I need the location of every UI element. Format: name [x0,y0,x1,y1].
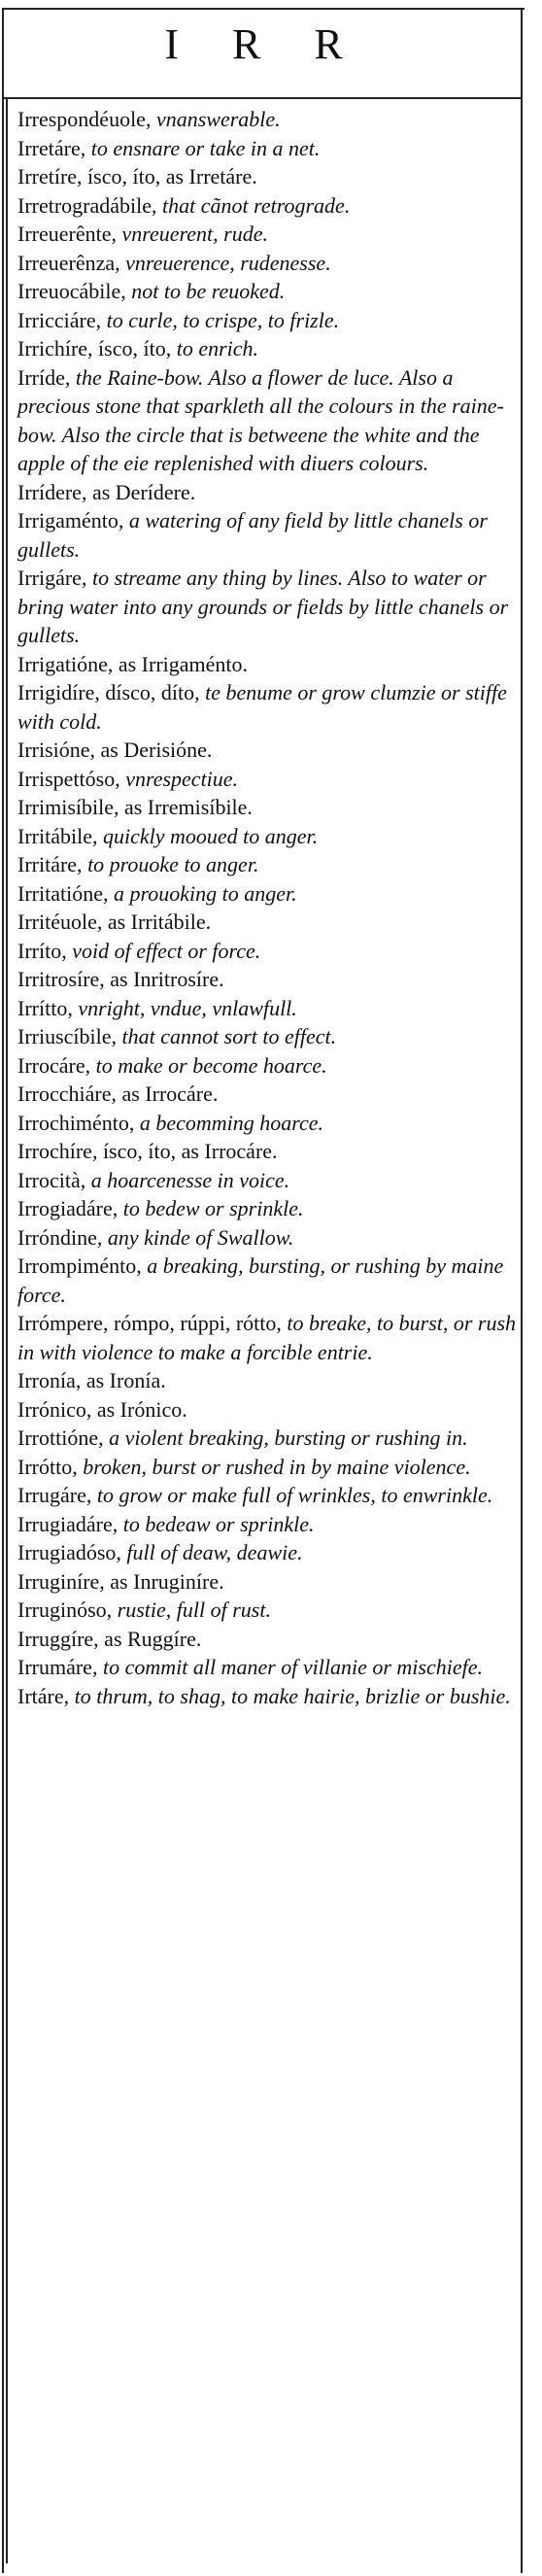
page-header [2,8,525,99]
dictionary-entry [0,249,523,278]
entry-headword: Irricciáre, [17,307,102,332]
dictionary-entry [0,1252,523,1309]
dictionary-entry [0,736,523,765]
entry-headword: Irritábile, [17,823,98,848]
entry-definition: to bedeaw or sprinkle. [118,1511,315,1536]
entry-headword: Irrichíre, ísco, íto, [17,336,172,361]
dictionary-entry [0,678,523,736]
dictionary-entry [0,793,523,822]
dictionary-entry [0,162,523,191]
entry-headword: Irreuocábile, [17,279,126,303]
entry-definition: the Raine-bow. Also a flower de luce. Also a precious stone that sparkleth all the colours in the raine-bow. Also the circle that is betweene the white and the apple of the eie replenished with diuers colours. [17,364,504,475]
entry-definition: vnanswerable. [151,107,281,131]
entry-headword: Irruginíre, as Inruginíre. [17,1568,224,1594]
entry-definition: to prouoke to anger. [82,852,259,876]
entry-headword: Irrocáre, [17,1052,91,1078]
dictionary-entry [0,1395,523,1425]
entry-definition: a hoarcenesse in voice. [85,1167,290,1192]
dictionary-entry [0,1051,523,1081]
entry-headword: Irrigáre, [17,566,87,590]
dictionary-entry [0,277,523,306]
entry-headword: Irrottióne, [17,1425,104,1450]
entry-definition: full of deaw, deawie. [120,1540,303,1564]
entry-headword: Irrónico, as Irónico. [17,1396,187,1422]
entry-headword: Irríde, [17,364,71,390]
entry-definition: to curle, to crispe, to frizle. [101,307,340,332]
entry-definition: to enrich. [171,336,259,361]
entry-definition: to ensnare or take in a net. [85,135,321,160]
dictionary-entry [0,363,523,478]
entry-headword: Irrumáre, [17,1655,98,1679]
entry-headword: Irreuerênza, [17,250,120,275]
dictionary-entry [0,1366,523,1395]
entry-headword: Irrochiménto, [17,1110,135,1135]
dictionary-entry [0,1481,523,1510]
dictionary-entry [0,1453,523,1482]
entry-definition: to grow or make full of wrinkles, to enwrinkle. [91,1483,493,1507]
entry-headword: Irrispettóso, [17,766,120,791]
dictionary-entry [0,1137,523,1166]
dictionary-entry [0,506,523,564]
entry-definition: that cannot sort to effect. [117,1024,337,1048]
entry-headword: Irrugiadóso, [17,1540,121,1564]
entry-headword: Irrugiadáre, [17,1511,119,1536]
entry-definition: te benume or grow clumzie or stiffe with cold. [17,680,507,734]
entry-definition: rustie, full of rust. [112,1597,271,1622]
dictionary-entry [0,1424,523,1453]
dictionary-entry [0,1596,523,1625]
dictionary-entry [0,822,523,851]
entry-headword: Irríto, [17,938,67,963]
dictionary-entry [0,908,523,937]
entry-headword: Irrocità, [17,1167,86,1192]
entry-headword: Irrigidíre, dísco, díto, [17,680,200,704]
dictionary-entry [0,650,523,679]
entry-definition: a watering of any field by little chanels or gullets. [17,508,488,562]
entry-headword: Irritéuole, as Irritábile. [17,910,212,934]
dictionary-entry [0,1109,523,1138]
dictionary-entry [0,1625,523,1654]
entry-definition: not to be reuoked. [125,279,286,303]
entry-definition: a violent breaking, bursting or rushing in. [103,1425,468,1450]
entry-headword: Irretíre, ísco, íto, as Irretáre. [17,164,257,189]
dictionary-entry [0,1510,523,1539]
entry-headword: Irrimisíbile, as Irremisíbile. [17,795,253,819]
entry-headword: Irrigaménto, [17,508,124,532]
entry-headword: Irrespondéuole, [17,107,152,131]
entry-headword: Irreuerênte, [17,222,117,246]
dictionary-entry [0,1223,523,1253]
entry-definition: vnreuerence, rudenesse. [119,250,331,275]
entry-definition: to breake, to burst, or rush in with violence to make a forcible entrie. [17,1311,517,1364]
dictionary-entry [0,965,523,994]
entry-definition: any kinde of Swallow. [102,1224,294,1250]
entry-definition: void of effect or force. [66,938,261,963]
entry-definition: a prouoking to anger. [108,880,297,906]
entry-definition: to thrum, to shag, to make hairie, brizlie or bushie. [69,1683,511,1708]
entry-headword: Irrochíre, ísco, íto, as Irrocáre. [17,1139,278,1163]
dictionary-entry [0,1567,523,1597]
entry-headword: Irruginóso, [17,1597,113,1622]
entry-definition: vnrespectiue. [119,766,239,791]
dictionary-entry [0,1538,523,1567]
entry-headword: Irritrosíre, as Inritrosíre. [17,967,224,991]
entry-headword: Irrompiménto, [17,1254,142,1278]
entry-definition: to streame any thing by lines. Also to water or bring water into any grounds or fields by little chanels or gullets. [17,566,509,647]
entry-column [6,99,523,2563]
dictionary-entry [0,191,523,221]
entry-headword: Irriuscíbile, [17,1024,118,1048]
entry-headword: Irrómpere, rómpo, rúppi, rótto, [17,1311,282,1335]
entry-headword: Irrítto, [17,995,73,1020]
entry-headword: Irretáre, [17,135,86,160]
entry-headword: Irrogiadáre, [17,1196,119,1220]
entry-definition: to commit all maner of villanie or mischiefe. [97,1655,484,1679]
entry-headword: Irrigatióne, as Irrigaménto. [17,651,249,676]
entry-definition: that cãnot retrograde. [156,192,351,218]
entry-definition: to bedew or sprinkle. [118,1196,304,1220]
dictionary-entry [0,105,523,134]
entry-headword: Irtáre, [17,1683,70,1708]
dictionary-entry [0,765,523,794]
entry-definition: broken, burst or rushed in by maine violence. [77,1454,471,1479]
entry-definition: quickly mooued to anger. [97,823,319,848]
dictionary-entry [0,1080,523,1109]
entry-headword: Irritatióne, [17,880,109,906]
dictionary-entry [0,564,523,650]
dictionary-entry [0,1194,523,1223]
running-head: I R R [164,20,364,68]
entry-definition: vnreuerent, rude. [116,222,268,246]
dictionary-entry [0,1682,523,1711]
entry-headword: Irrugáre, [17,1483,92,1507]
dictionary-entry [0,334,523,363]
entry-headword: Irróndine, [17,1224,103,1250]
dictionary-entry [0,1166,523,1195]
dictionary-entry [0,1653,523,1682]
entry-headword: Irruggíre, as Ruggíre. [17,1626,202,1651]
dictionary-entry [0,220,523,249]
dictionary-entry [0,937,523,966]
dictionary-entry [0,994,523,1023]
entry-definition: vnright, vndue, vnlawfull. [72,995,297,1020]
entry-headword: Irrídere, as Derídere. [17,479,196,504]
entry-definition: a breaking, bursting, or rushing by maine force. [17,1254,504,1307]
entry-definition: a becomming hoarce. [134,1110,324,1135]
entry-headword: Irrótto, [17,1454,78,1479]
dictionary-entry [0,478,523,507]
entry-definition: to make or become hoarce. [90,1052,327,1078]
entry-headword: Irretrogradábile, [17,192,157,218]
entry-headword: Irrocchiáre, as Irrocáre. [17,1082,219,1106]
dictionary-entry [0,1309,523,1366]
dictionary-entry [0,879,523,909]
dictionary-entry [0,1022,523,1051]
dictionary-entry [0,850,523,879]
entry-headword: Irritáre, [17,852,83,876]
entry-headword: Irrisióne, as Derisióne. [17,738,213,762]
dictionary-entry [0,306,523,335]
dictionary-entry [0,134,523,163]
entry-headword: Irronía, as Ironía. [17,1368,166,1392]
